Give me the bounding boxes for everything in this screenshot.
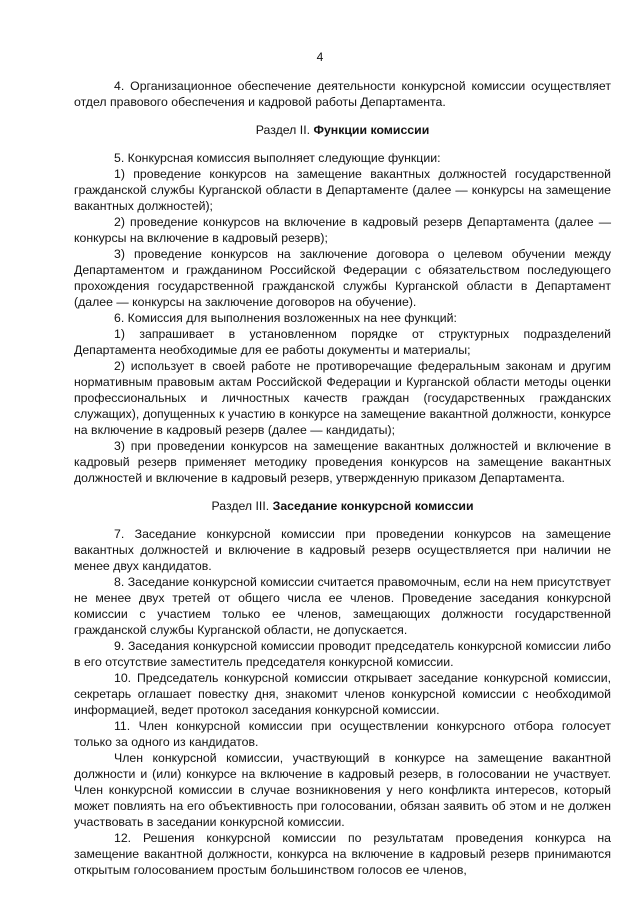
section-2-prefix: Раздел II. <box>255 123 314 137</box>
paragraph-9: 9. Заседания конкурсной комиссии проводит председатель конкурсной комиссии либо в его отсутствие заместитель председателя конкурсной комиссии. <box>74 639 611 669</box>
paragraph-5: 5. Конкурсная комиссия выполняет следующие функции: <box>114 151 441 165</box>
section-3-heading <box>74 498 611 514</box>
paragraph-6: 6. Комиссия для выполнения возложенных на нее функций: <box>114 311 457 325</box>
paragraph-6-item-3: 3) при проведении конкурсов на замещение вакантных должностей и включение в кадровый резерв применяет методику проведения конкурсов на замещение вакантных должностей и включение в кадровый резерв, утвержденную приказом Департамента. <box>74 439 611 485</box>
paragraph-10: 10. Председатель конкурсной комиссии открывает заседание конкурсной комиссии, секретарь оглашает повестку дня, знакомит членов конкурсной комиссии с необходимой информацией, ведет протокол заседания конкурсной комиссии. <box>74 671 611 717</box>
paragraph-6-item-1: 1) запрашивает в установленном порядке от структурных подразделений Департамента необходимые для ее работы документы и материалы; <box>74 327 611 357</box>
paragraph-11: 11. Член конкурсной комиссии при осуществлении конкурсного отбора голосует только за одного из кандидатов. <box>74 719 611 749</box>
section-2-heading <box>74 122 611 138</box>
paragraph-7: 7. Заседание конкурсной комиссии при проведении конкурсов на замещение вакантных должностей и включение в кадровый резерв осуществляется при наличии не менее двух кандидатов. <box>74 527 611 573</box>
paragraph-12: 12. Решения конкурсной комиссии по результатам проведения конкурса на замещение вакантной должности, конкурса на включение в кадровый резерв принимаются открытым голосованием простым большинством голосов ее членов, <box>74 831 611 877</box>
section-2-title: Функции комиссии <box>313 123 430 137</box>
paragraph-5-item-1: 1) проведение конкурсов на замещение вакантных должностей государственной гражданской службы Курганской области в Департаменте (далее — конкурсы на замещение вакантных должностей); <box>74 167 611 213</box>
section-3-title: Заседание конкурсной комиссии <box>272 499 474 513</box>
section-3-prefix: Раздел III. <box>211 499 273 513</box>
paragraph-8: 8. Заседание конкурсной комиссии считается правомочным, если на нем присутствует не менее двух третей от общего числа ее членов. Проведение заседания конкурсной комиссии с участием только ее членов, замещающих должности государственной гражданской службы Курганской области, не допускается. <box>74 575 611 637</box>
paragraph-5-item-3: 3) проведение конкурсов на заключение договора о целевом обучении между Департаментом и гражданином Российской Федерации с обязательством последующего прохождения государственной гражданской службы Курганской области в Департамент (далее — конкурсы на заключение договоров на обучение). <box>74 247 611 309</box>
paragraph-4: 4. Организационное обеспечение деятельности конкурсной комиссии осуществляет отдел правового обеспечения и кадровой работы Департамента. <box>74 79 611 109</box>
page-number: 4 <box>316 50 324 64</box>
paragraph-6-item-2: 2) использует в своей работе не противоречащие федеральным законам и другим нормативным правовым актам Российской Федерации и Курганской области методы оценки профессиональных и личностных качеств граждан (государственных гражданских служащих), допущенных к участию в конкурсе на замещение вакантной должности, конкурсе на включение в кадровый резерв (далее — кандидаты); <box>74 359 611 437</box>
document-body <box>74 78 611 878</box>
paragraph-11-continued: Член конкурсной комиссии, участвующий в конкурсе на замещение вакантной должности и (или) конкурсе на включение в кадровый резерв, в голосовании не участвует. Член конкурсной комиссии в случае возникновения у него конфликта интересов, который может повлиять на его объективность при голосовании, обязан заявить об этом и не должен участвовать в заседании конкурсной комиссии. <box>74 751 611 829</box>
paragraph-5-item-2: 2) проведение конкурсов на включение в кадровый резерв Департамента (далее — конкурсы на включение в кадровый резерв); <box>74 215 611 245</box>
